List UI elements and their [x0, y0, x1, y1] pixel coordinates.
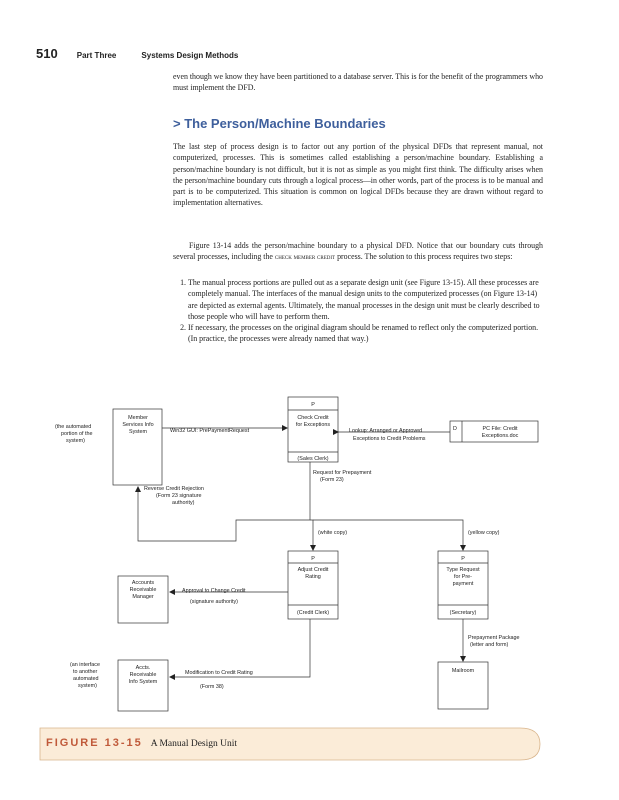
page-number: 510	[36, 46, 58, 61]
part-label: Part Three	[76, 51, 117, 60]
svg-text:authority): authority)	[172, 500, 195, 506]
svg-text:system): system)	[66, 438, 85, 444]
svg-text:D: D	[453, 426, 457, 432]
svg-text:Mailroom: Mailroom	[451, 668, 475, 674]
chapter-label: Systems Design Methods	[141, 51, 239, 60]
svg-text:to another: to another	[73, 669, 98, 675]
intro-paragraph: even though we know they have been partitioned to a database server. This is for the benefit of the programmers who must implement the DFD.	[173, 72, 543, 93]
svg-text:(Credit Clerk): (Credit Clerk)	[296, 610, 330, 616]
svg-text:Win32 GUI: PrePaymentRequest: Win32 GUI: PrePaymentRequest	[170, 428, 250, 434]
svg-text:Accts.: Accts.	[135, 665, 151, 671]
svg-text:Adjust Credit: Adjust Credit	[297, 567, 329, 573]
svg-text:System: System	[129, 429, 147, 435]
paragraph-2: Figure 13-14 adds the person/machine boundary to a physical DFD. Notice that our boundary cuts through several processes, including the check member credit process. The solution to this process requires two steps:	[173, 241, 543, 262]
svg-text:Manager: Manager	[132, 594, 154, 600]
svg-text:automated: automated	[73, 676, 99, 682]
svg-text:P: P	[311, 556, 315, 562]
diagram-labels	[55, 402, 520, 690]
svg-text:PC File: Credit: PC File: Credit	[482, 426, 518, 432]
svg-text:Services Info: Services Info	[122, 422, 154, 428]
svg-text:Receivable: Receivable	[129, 672, 157, 678]
svg-text:(Form 23 signature: (Form 23 signature	[156, 493, 202, 499]
svg-text:Approval to Change Credit: Approval to Change Credit	[182, 588, 246, 594]
svg-text:Request for Prepayment: Request for Prepayment	[313, 470, 372, 476]
svg-text:Exceptions.doc: Exceptions.doc	[481, 433, 519, 439]
figure-label: FIGURE 13-15	[46, 737, 143, 749]
svg-text:(letter and form): (letter and form)	[470, 642, 509, 648]
figure-title: A Manual Design Unit	[150, 739, 238, 749]
svg-text:Check Credit: Check Credit	[297, 415, 329, 421]
svg-text:(the automated: (the automated	[55, 424, 92, 430]
process-name: check member credit	[274, 253, 336, 262]
svg-text:portion of the: portion of the	[61, 431, 93, 437]
svg-text:Receivable: Receivable	[129, 587, 157, 593]
svg-text:Info System: Info System	[128, 679, 158, 685]
svg-text:(Secretary): (Secretary)	[449, 610, 477, 616]
svg-text:Type Request: Type Request	[446, 567, 480, 573]
section-title: > The Person/Machine Boundaries	[173, 116, 386, 131]
svg-text:Exceptions to Credit Problems: Exceptions to Credit Problems	[353, 436, 426, 442]
svg-text:Prepayment Package: Prepayment Package	[468, 635, 520, 641]
svg-text:P: P	[461, 556, 465, 562]
svg-text:(signature authority): (signature authority)	[190, 599, 238, 605]
list-item: 2. If necessary, the processes on the original diagram should be renamed to reflect only the computerized portion. (In practice, the processes were already named that way.)	[188, 322, 548, 345]
svg-text:(Form 23): (Form 23)	[320, 477, 344, 483]
svg-text:(Form 38): (Form 38)	[200, 684, 224, 690]
svg-text:Rating: Rating	[305, 574, 321, 580]
paragraph-1: The last step of process design is to factor out any portion of the physical DFDs that represent manual, not computerized, processes. This is sometimes called establishing a person/machine boundary. Establishing a person/machine boundary is not difficult, but it is not as simple as you might first think. The difficulty arises when the person/machine boundary cuts through a logical process—in other words, part of the process is to be manual and part is to be computerized. This situation is common on logical DFDs because they are drawn without regard to implementation alternatives.	[173, 142, 543, 208]
svg-text:(Sales Clerk): (Sales Clerk)	[297, 456, 329, 462]
svg-text:P: P	[311, 402, 315, 408]
figure-caption	[46, 737, 237, 749]
svg-text:system): system)	[78, 683, 97, 689]
svg-text:(yellow copy): (yellow copy)	[468, 530, 500, 536]
svg-text:Modification to Credit Rating: Modification to Credit Rating	[185, 670, 253, 676]
svg-text:Reverse Credit Rejection: Reverse Credit Rejection	[144, 486, 204, 492]
list-item: 1. The manual process portions are pulled out as a separate design unit (see Figure 13-15). All these processes are completely manual. The interfaces of the manual design units to the computerized processes (on Figure 13-14) are depicted as external agents. Ultimately, the manual processes in the design unit must be clearly described to those people who will have to perform them.	[188, 277, 548, 322]
svg-text:for Exceptions: for Exceptions	[295, 422, 331, 428]
svg-text:for Pre-: for Pre-	[454, 574, 472, 580]
svg-text:(white copy): (white copy)	[318, 530, 348, 536]
svg-text:Accounts: Accounts	[131, 580, 155, 586]
svg-text:(an interface: (an interface	[70, 662, 100, 668]
svg-text:Member: Member	[128, 415, 148, 421]
svg-text:payment: payment	[452, 581, 474, 587]
svg-text:Lookup: Arranged or Approved: Lookup: Arranged or Approved	[349, 428, 423, 434]
